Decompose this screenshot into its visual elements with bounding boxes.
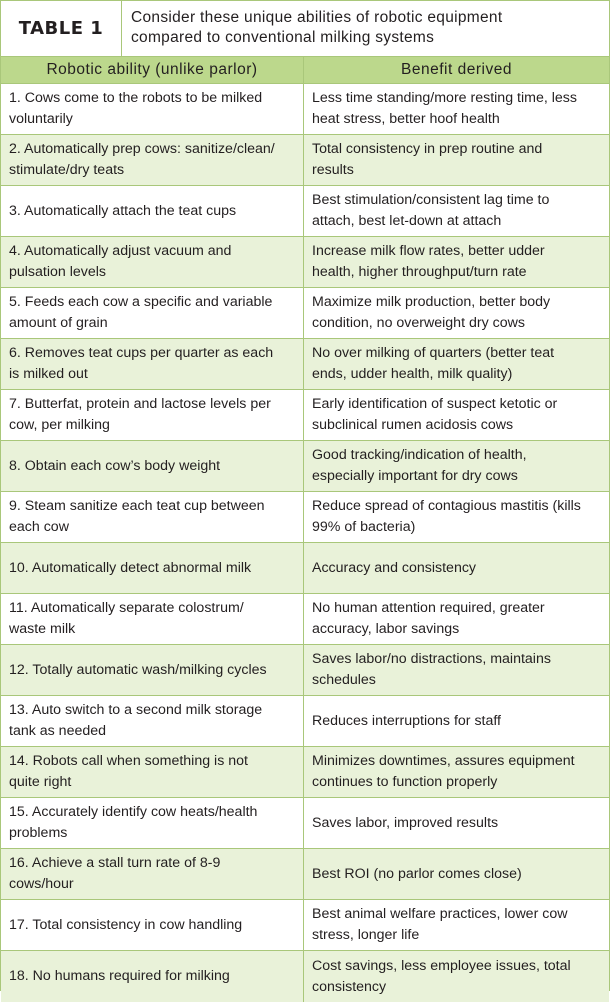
table-row [1,492,609,543]
table-title-bar [1,1,609,57]
cell-benefit-derived [304,390,609,440]
cell-robotic-ability [1,849,304,899]
cell-text-line: cows/hour [9,876,74,892]
cell-text-line: Early identification of suspect ketotic or [312,396,558,412]
cell-text-line: Saves labor, improved results [312,814,499,831]
table-body [1,84,609,1002]
cell-text-line: Best animal welfare practices, lower cow [312,906,568,922]
cell-benefit-derived [304,492,609,542]
column-header-ability: Robotic ability (unlike parlor) [1,57,304,83]
cell-robotic-ability [1,645,304,695]
cell-text-line: is milked out [9,366,88,382]
cell-benefit-derived [304,900,609,950]
cell-robotic-ability [1,543,304,593]
table-row [1,696,609,747]
cell-text-line: No human attention required, greater [312,600,545,616]
cell-text-line: 1. Cows come to the robots to be milked [9,90,263,106]
cell-robotic-ability [1,339,304,389]
table-caption [122,1,609,56]
table-row [1,645,609,696]
cell-robotic-ability [1,84,304,134]
cell-benefit-derived [304,645,609,695]
table-row [1,135,609,186]
cell-text-line: ends, udder health, milk quality) [312,366,513,382]
cell-text-line: consistency [312,978,387,995]
cell-text-line: stress, longer life [312,927,420,943]
cell-text-line: pulsation levels [9,264,107,280]
table-row [1,390,609,441]
cell-text-line: problems [9,825,68,841]
cell-text-line: Less time standing/more resting time, less [312,90,577,106]
cell-robotic-ability [1,135,304,185]
cell-robotic-ability [1,951,304,1002]
table-row [1,951,609,1002]
cell-benefit-derived [304,543,609,593]
cell-benefit-derived [304,135,609,185]
cell-robotic-ability [1,747,304,797]
cell-text-line: 18. No humans required for milking [9,968,230,984]
cell-text-line: voluntarily [9,111,73,127]
table-row [1,543,609,594]
cell-text-line: 16. Achieve a stall turn rate of 8-9 [9,855,221,871]
cell-text-line: stimulate/dry teats [9,162,125,178]
cell-benefit-derived [304,441,609,491]
cell-text-line: 8. Obtain each cow’s body weight [9,457,221,474]
table-row [1,84,609,135]
cell-text-line: condition, no overweight dry cows [312,315,525,331]
cell-benefit-derived [304,849,609,899]
cell-text-line: attach, best let-down at attach [312,213,502,229]
cell-text-line: results [312,162,354,178]
cell-benefit-derived [304,798,609,848]
cell-text-line: especially important for dry cows [312,468,518,484]
table-row [1,339,609,390]
cell-robotic-ability [1,186,304,236]
cell-text-line: Best ROI (no parlor comes close) [312,865,522,882]
cell-benefit-derived [304,747,609,797]
cell-text-line: Accuracy and consistency [312,559,477,576]
table-row [1,798,609,849]
cell-benefit-derived [304,696,609,746]
table-header-row [1,57,609,84]
cell-text-line: Total consistency in prep routine and [312,141,543,157]
cell-benefit-derived [304,186,609,236]
cell-text-line: continues to function properly [312,774,498,790]
cell-robotic-ability [1,798,304,848]
table-caption-line: Consider these unique abilities of robotic equipment [131,9,503,26]
cell-text-line: 10. Automatically detect abnormal milk [9,559,252,576]
table-row [1,900,609,951]
cell-text-line: No over milking of quarters (better teat [312,345,555,361]
cell-robotic-ability [1,390,304,440]
cell-robotic-ability [1,594,304,644]
cell-text-line: 6. Removes teat cups per quarter as each [9,345,274,361]
cell-benefit-derived [304,594,609,644]
table-row [1,849,609,900]
cell-text-line: cow, per milking [9,417,110,433]
cell-benefit-derived [304,288,609,338]
table-row [1,288,609,339]
cell-text-line: 13. Auto switch to a second milk storage [9,702,263,718]
cell-text-line: subclinical rumen acidosis cows [312,417,514,433]
table-row [1,441,609,492]
cell-text-line: 12. Totally automatic wash/milking cycles [9,661,267,678]
cell-benefit-derived [304,237,609,287]
cell-text-line: accuracy, labor savings [312,621,460,637]
table-number-label: TABLE 1 [1,1,122,56]
cell-text-line: Cost savings, less employee issues, total [312,957,571,974]
cell-text-line: 9. Steam sanitize each teat cup between [9,498,265,514]
table-row [1,186,609,237]
cell-text-line: heat stress, better hoof health [312,111,500,127]
cell-text-line: waste milk [9,621,76,637]
cell-text-line: 5. Feeds each cow a specific and variable [9,294,273,310]
cell-text-line: 3. Automatically attach the teat cups [9,202,237,219]
cell-benefit-derived [304,339,609,389]
cell-text-line: 14. Robots call when something is not [9,753,248,769]
table-caption-line: compared to conventional milking systems [131,29,435,46]
cell-text-line: 4. Automatically adjust vacuum and [9,243,232,259]
column-header-benefit: Benefit derived [401,61,512,78]
cell-text-line: Reduce spread of contagious mastitis (kills [312,498,581,514]
cell-text-line: 7. Butterfat, protein and lactose levels per [9,396,271,412]
cell-robotic-ability [1,492,304,542]
cell-text-line: Increase milk flow rates, better udder [312,243,545,259]
cell-text-line: 17. Total consistency in cow handling [9,916,243,933]
cell-text-line: amount of grain [9,315,108,331]
cell-robotic-ability [1,237,304,287]
cell-text-line: schedules [312,672,376,688]
cell-text-line: 99% of bacteria) [312,519,416,535]
cell-text-line: Best stimulation/consistent lag time to [312,192,550,208]
cell-robotic-ability [1,288,304,338]
cell-text-line: tank as needed [9,723,107,739]
cell-robotic-ability [1,696,304,746]
cell-text-line: Good tracking/indication of health, [312,447,527,463]
cell-text-line: Maximize milk production, better body [312,294,551,310]
table-row [1,594,609,645]
table-row [1,747,609,798]
cell-robotic-ability [1,441,304,491]
cell-text-line: 15. Accurately identify cow heats/health [9,804,258,820]
cell-benefit-derived [304,951,609,1002]
cell-text-line: 11. Automatically separate colostrum/ [9,600,244,616]
cell-text-line: quite right [9,774,72,790]
cell-benefit-derived [304,84,609,134]
cell-text-line: Reduces interruptions for staff [312,712,502,729]
cell-robotic-ability [1,900,304,950]
cell-text-line: health, higher throughput/turn rate [312,264,527,280]
cell-text-line: Saves labor/no distractions, maintains [312,651,551,667]
cell-text-line: 2. Automatically prep cows: sanitize/clean/ [9,141,275,157]
cell-text-line: each cow [9,519,69,535]
cell-text-line: Minimizes downtimes, assures equipment [312,753,575,769]
table-row [1,237,609,288]
